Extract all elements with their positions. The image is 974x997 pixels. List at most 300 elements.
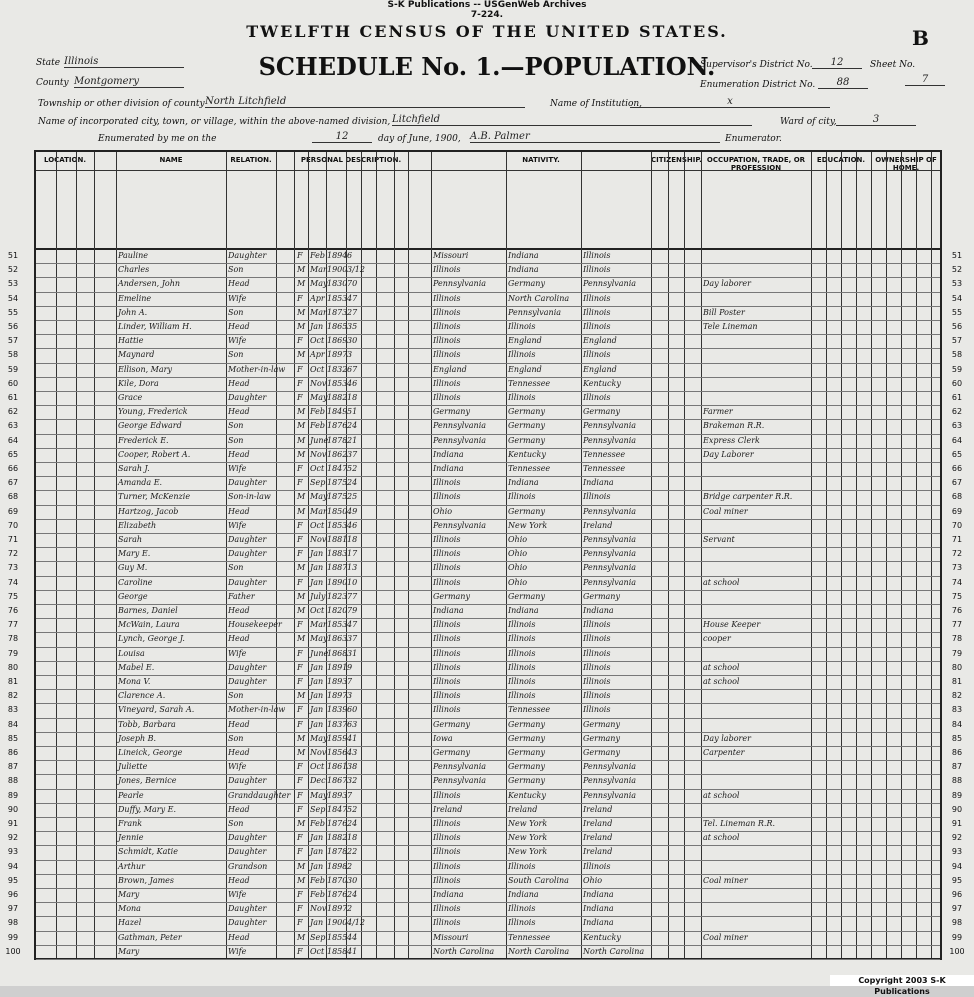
row-number-right: 71	[951, 535, 963, 544]
row-divider	[36, 348, 940, 349]
row-number-right: 90	[951, 804, 963, 814]
birth-month-cell: Oct	[310, 336, 325, 346]
name-cell: Linder, William H.	[118, 322, 192, 331]
birthplace-cell: Ireland	[433, 804, 463, 814]
ward-value: 3	[836, 114, 916, 126]
sex-cell: F	[297, 620, 303, 630]
father-birthplace-cell: New York	[508, 847, 548, 857]
census-title: TWELFTH CENSUS OF THE UNITED STATES.	[246, 22, 728, 41]
sex-cell: M	[297, 506, 306, 516]
row-divider	[36, 434, 940, 435]
row-divider	[36, 391, 940, 392]
row-number: 97	[7, 904, 19, 914]
age-cell: 30	[347, 336, 358, 346]
birth-month-cell: Jan	[310, 577, 324, 587]
mother-birthplace-cell: Ireland	[583, 520, 613, 530]
father-birthplace-cell: Germany	[508, 506, 545, 516]
birth-year-cell: 1876	[327, 421, 348, 431]
relation-cell: Grandson	[228, 861, 268, 871]
age-cell: 52	[347, 464, 358, 473]
birth-month-cell: Mar	[310, 620, 327, 630]
mother-birthplace-cell: Indiana	[583, 606, 614, 615]
birth-year-cell: 1830	[327, 279, 348, 289]
name-cell: Jennie	[118, 833, 144, 843]
sex-cell: M	[297, 819, 306, 828]
row-divider	[36, 490, 940, 491]
father-birthplace-cell: Tennessee	[508, 705, 551, 715]
birthplace-cell: Pennsylvania	[433, 421, 487, 431]
birth-year-cell: 1859	[327, 733, 348, 743]
row-divider	[36, 732, 940, 733]
father-birthplace-cell: Indiana	[508, 890, 539, 899]
city-label: Name of incorporated city, town, or village, within the above-named division,	[38, 117, 391, 127]
birth-month-cell: Nov	[310, 535, 327, 544]
row-number: 53	[7, 279, 19, 289]
birth-month-cell: Nov	[310, 748, 327, 757]
birthplace-cell: Illinois	[433, 833, 461, 843]
name-cell: Sarah J.	[118, 464, 150, 473]
enumerator-value: A.B. Palmer	[470, 131, 720, 143]
mother-birthplace-cell: Illinois	[583, 307, 611, 317]
relation-cell: Wife	[228, 946, 247, 956]
birth-year-cell: 1863	[327, 634, 348, 644]
father-birthplace-cell: Germany	[508, 279, 545, 289]
row-divider	[36, 292, 940, 293]
row-number: 69	[7, 506, 19, 516]
relation-cell: Daughter	[228, 577, 267, 587]
relation-cell: Head	[228, 449, 250, 459]
row-number-right: 63	[951, 421, 963, 431]
age-cell: 6	[347, 251, 353, 260]
name-cell: Maynard	[118, 350, 155, 360]
row-divider	[36, 604, 940, 605]
birth-year-cell: 1820	[327, 606, 348, 615]
enum-district-label: Enumeration District No.	[700, 80, 816, 90]
birth-month-cell: Jan	[310, 677, 324, 686]
father-birthplace-cell: England	[508, 336, 542, 346]
row-number-right: 93	[951, 847, 963, 857]
row-divider	[36, 263, 940, 264]
age-cell: 3/12	[347, 265, 365, 275]
age-cell: 35	[347, 322, 358, 331]
sex-cell: F	[297, 677, 303, 686]
relation-cell: Father	[228, 591, 255, 601]
birth-year-cell: 1875	[327, 478, 348, 488]
row-number: 89	[7, 790, 19, 800]
father-birthplace-cell: Kentucky	[508, 790, 546, 800]
age-cell: 22	[347, 847, 358, 857]
row-number-right: 66	[951, 464, 963, 473]
father-birthplace-cell: Ohio	[508, 535, 528, 544]
birthplace-cell: Illinois	[433, 904, 461, 914]
birth-year-cell: 1897	[327, 691, 348, 701]
row-divider	[36, 647, 940, 648]
birth-month-cell: Feb	[310, 407, 325, 417]
sex-cell: M	[297, 691, 306, 701]
relation-cell: Daughter	[228, 549, 267, 559]
mother-birthplace-cell: Kentucky	[583, 932, 621, 942]
row-number-right: 96	[951, 890, 963, 899]
mother-birthplace-cell: Illinois	[583, 393, 611, 402]
mother-birthplace-cell: Ireland	[583, 819, 613, 828]
row-number-right: 51	[951, 251, 963, 260]
birthplace-cell: North Carolina	[433, 946, 495, 956]
relation-cell: Head	[228, 407, 250, 417]
name-cell: Turner, McKenzie	[118, 492, 191, 502]
relation-cell: Wife	[228, 520, 247, 530]
occupation-cell: Day laborer	[703, 279, 751, 289]
name-cell: Vineyard, Sarah A.	[118, 705, 195, 715]
relation-cell: Son	[228, 435, 244, 445]
row-number: 78	[7, 634, 19, 644]
birthplace-cell: Illinois	[433, 336, 461, 346]
father-birthplace-cell: North Carolina	[508, 293, 570, 303]
relation-cell: Head	[228, 506, 250, 516]
age-cell: 7	[347, 790, 353, 800]
row-divider	[36, 533, 940, 534]
age-cell: 24	[347, 478, 358, 488]
row-number: 81	[7, 677, 19, 686]
row-number: 92	[7, 833, 19, 843]
mother-birthplace-cell: Ireland	[583, 847, 613, 857]
birthplace-cell: Illinois	[433, 322, 461, 331]
age-cell: 49	[347, 506, 358, 516]
father-birthplace-cell: Germany	[508, 719, 545, 729]
birthplace-cell: Germany	[433, 748, 470, 757]
father-birthplace-cell: Illinois	[508, 918, 536, 928]
mother-birthplace-cell: Ireland	[583, 804, 613, 814]
age-cell: 24	[347, 421, 358, 431]
row-number-right: 82	[951, 691, 963, 701]
age-cell: 3	[347, 691, 353, 701]
father-birthplace-cell: Illinois	[508, 861, 536, 871]
birthplace-cell: Missouri	[433, 251, 469, 260]
name-cell: Emeline	[118, 293, 152, 303]
sex-cell: F	[297, 804, 303, 814]
row-number: 59	[7, 364, 19, 374]
birthplace-cell: Illinois	[433, 535, 461, 544]
occupation-cell: Farmer	[703, 407, 733, 417]
relation-cell: Daughter	[228, 251, 267, 260]
occupation-cell: Tele Lineman	[703, 322, 758, 331]
mother-birthplace-cell: Illinois	[583, 634, 611, 644]
birthplace-cell: Illinois	[433, 691, 461, 701]
birth-year-cell: 1850	[327, 506, 348, 516]
age-cell: 41	[347, 733, 358, 743]
age-cell: 44	[347, 932, 358, 942]
sheet-value: 7	[905, 74, 945, 86]
father-birthplace-cell: Germany	[508, 733, 545, 743]
age-cell: 13	[347, 563, 358, 573]
name-cell: Young, Frederick	[118, 407, 188, 417]
birthplace-cell: Illinois	[433, 350, 461, 360]
birth-year-cell: 1847	[327, 804, 348, 814]
copyright-notice: Copyright 2003 S-K Publications	[830, 975, 974, 986]
birth-month-cell: Jan	[310, 662, 324, 672]
relation-cell: Head	[228, 634, 250, 644]
relation-cell: Housekeeper	[228, 620, 282, 630]
state-label: State	[36, 58, 61, 68]
sex-cell: M	[297, 733, 306, 743]
age-cell: 2	[347, 861, 353, 871]
age-cell: 3	[347, 350, 353, 360]
sex-cell: F	[297, 464, 303, 473]
birth-month-cell: Mar	[310, 307, 327, 317]
row-number: 91	[7, 819, 19, 828]
birthplace-cell: Illinois	[433, 662, 461, 672]
birth-month-cell: Sep	[310, 932, 326, 942]
row-number: 66	[7, 464, 19, 473]
row-number-right: 61	[951, 393, 963, 402]
row-number: 57	[7, 336, 19, 346]
sex-cell: F	[297, 577, 303, 587]
birthplace-cell: Illinois	[433, 847, 461, 857]
birth-month-cell: Jan	[310, 918, 324, 928]
sex-cell: F	[297, 946, 303, 956]
birthplace-cell: Illinois	[433, 265, 461, 275]
mother-birthplace-cell: Illinois	[583, 705, 611, 715]
row-number-right: 84	[951, 719, 963, 729]
sex-cell: F	[297, 719, 303, 729]
row-number: 58	[7, 350, 19, 360]
mother-birthplace-cell: Germany	[583, 407, 620, 417]
name-cell: Juliette	[118, 762, 148, 772]
row-number-right: 55	[951, 307, 963, 317]
row-number: 87	[7, 762, 19, 772]
name-cell: Andersen, John	[118, 279, 181, 289]
sex-cell: F	[297, 662, 303, 672]
father-birthplace-cell: Tennessee	[508, 378, 551, 388]
sex-cell: M	[297, 875, 306, 885]
age-cell: 7	[347, 677, 353, 686]
birthplace-cell: Pennsylvania	[433, 762, 487, 772]
row-divider	[36, 618, 940, 619]
sex-cell: F	[297, 293, 303, 303]
row-number: 88	[7, 776, 19, 786]
birth-year-cell: 1893	[327, 790, 348, 800]
supervisor-label: Supervisor's District No.	[700, 60, 813, 70]
relation-cell: Daughter	[228, 478, 267, 488]
name-cell: Hazel	[118, 918, 142, 928]
county-label: County	[36, 78, 69, 88]
relation-cell: Head	[228, 606, 250, 615]
row-number-right: 56	[951, 322, 963, 331]
row-number: 71	[7, 535, 19, 544]
father-birthplace-cell: Illinois	[508, 620, 536, 630]
county-value: Montgomery	[74, 76, 184, 88]
age-cell: 2	[347, 904, 353, 914]
birthplace-cell: Indiana	[433, 464, 464, 473]
sex-cell: F	[297, 535, 303, 544]
birth-month-cell: Mar	[310, 265, 327, 275]
row-divider	[36, 718, 940, 719]
father-birthplace-cell: Tennessee	[508, 932, 551, 942]
age-cell: 17	[347, 549, 358, 559]
birth-month-cell: Mar	[310, 506, 327, 516]
mother-birthplace-cell: England	[583, 336, 617, 346]
publisher-text: S-K Publications -- USGenWeb Archives	[387, 0, 587, 10]
name-cell: Kile, Dora	[118, 378, 159, 388]
row-divider	[36, 320, 940, 321]
row-divider	[36, 803, 940, 804]
birth-month-cell: Feb	[310, 251, 325, 260]
birth-month-cell: Nov	[310, 904, 327, 914]
birthplace-cell: England	[433, 364, 467, 374]
occupation-cell: Coal miner	[703, 932, 748, 942]
col-relation: RELATION.	[230, 156, 272, 164]
row-number: 96	[7, 890, 19, 899]
sex-cell: M	[297, 748, 306, 757]
relation-cell: Wife	[228, 336, 247, 346]
age-cell: 18	[347, 833, 358, 843]
father-birthplace-cell: Germany	[508, 776, 545, 786]
row-number-right: 83	[951, 705, 963, 715]
row-divider	[36, 916, 940, 917]
city-value: Litchfield	[392, 114, 752, 126]
schedule-title: SCHEDULE No. 1.—POPULATION.	[258, 52, 716, 81]
row-number: 95	[7, 875, 19, 885]
relation-cell: Wife	[228, 293, 247, 303]
birth-month-cell: Nov	[310, 378, 327, 388]
row-number: 64	[7, 435, 19, 445]
father-birthplace-cell: New York	[508, 833, 548, 843]
sex-cell: M	[297, 861, 306, 871]
day-label: day of June, 1900,	[378, 134, 461, 144]
birth-year-cell: 1876	[327, 819, 348, 828]
name-cell: Guy M.	[118, 563, 148, 573]
father-birthplace-cell: Illinois	[508, 322, 536, 331]
age-cell: 4/12	[347, 918, 365, 928]
row-divider	[36, 703, 940, 704]
occupation-cell: at school	[703, 833, 740, 843]
birthplace-cell: Illinois	[433, 577, 461, 587]
father-birthplace-cell: Indiana	[508, 265, 539, 275]
birth-month-cell: Feb	[310, 890, 325, 899]
mother-birthplace-cell: Illinois	[583, 620, 611, 630]
birth-year-cell: 1853	[327, 520, 348, 530]
birth-month-cell: Feb	[310, 875, 325, 885]
birth-year-cell: 1839	[327, 705, 348, 715]
relation-cell: Son	[228, 691, 244, 701]
birth-month-cell: Sep	[310, 804, 326, 814]
father-birthplace-cell: Ohio	[508, 563, 528, 573]
birth-month-cell: Oct	[310, 606, 325, 615]
age-cell: 52	[347, 804, 358, 814]
birth-month-cell: Apr	[310, 350, 325, 360]
birth-month-cell: May	[310, 733, 328, 743]
name-cell: Gathman, Peter	[118, 932, 182, 942]
relation-cell: Son	[228, 350, 244, 360]
name-cell: Duffy, Mary E.	[118, 804, 177, 814]
birthplace-cell: Illinois	[433, 875, 461, 885]
mother-birthplace-cell: Ohio	[583, 875, 603, 885]
relation-cell: Head	[228, 804, 250, 814]
row-divider	[36, 746, 940, 747]
ward-label: Ward of city,	[780, 117, 837, 127]
relation-cell: Head	[228, 875, 250, 885]
name-cell: Mary	[118, 946, 140, 956]
sex-cell: M	[297, 606, 306, 615]
name-cell: John A.	[118, 307, 148, 317]
father-birthplace-cell: Illinois	[508, 393, 536, 402]
birth-year-cell: 1887	[327, 563, 348, 573]
row-divider	[36, 860, 940, 861]
age-cell: 18	[347, 535, 358, 544]
sex-cell: F	[297, 520, 303, 530]
mother-birthplace-cell: Germany	[583, 591, 620, 601]
age-cell: 60	[347, 705, 358, 715]
father-birthplace-cell: Illinois	[508, 662, 536, 672]
father-birthplace-cell: Germany	[508, 762, 545, 772]
row-number-right: 88	[951, 776, 963, 786]
name-cell: Ellison, Mary	[118, 364, 172, 374]
birth-month-cell: Jan	[310, 719, 324, 729]
row-number: 62	[7, 407, 19, 417]
birth-year-cell: 1870	[327, 875, 348, 885]
birth-year-cell: 1853	[327, 378, 348, 388]
occupation-cell: Bill Poster	[703, 307, 745, 317]
row-number-right: 85	[951, 733, 963, 743]
mother-birthplace-cell: North Carolina	[583, 946, 645, 956]
relation-cell: Head	[228, 322, 250, 331]
father-birthplace-cell: North Carolina	[508, 946, 570, 956]
row-divider	[36, 561, 940, 562]
sex-cell: M	[297, 492, 306, 502]
row-number: 75	[7, 591, 19, 601]
birth-year-cell: 1873	[327, 307, 348, 317]
mother-birthplace-cell: Germany	[583, 719, 620, 729]
sex-cell: F	[297, 833, 303, 843]
birth-month-cell: May	[310, 393, 328, 402]
sex-cell: M	[297, 634, 306, 644]
birth-year-cell: 1882	[327, 393, 348, 402]
birthplace-cell: Illinois	[433, 677, 461, 686]
name-cell: George	[118, 591, 148, 601]
birth-year-cell: 1868	[327, 648, 348, 658]
birthplace-cell: Illinois	[433, 478, 461, 488]
relation-cell: Son	[228, 819, 244, 828]
row-number: 90	[7, 804, 19, 814]
name-cell: Charles	[118, 265, 150, 275]
row-number: 72	[7, 549, 19, 559]
row-number: 84	[7, 719, 19, 729]
relation-cell: Son-in-law	[228, 492, 271, 502]
name-cell: Caroline	[118, 577, 153, 587]
birth-year-cell: 1875	[327, 492, 348, 502]
name-cell: Louisa	[118, 648, 145, 658]
birth-year-cell: 1890	[327, 577, 348, 587]
row-divider	[36, 306, 940, 307]
occupation-cell: Day Laborer	[703, 449, 754, 459]
birth-month-cell: May	[310, 279, 328, 289]
population-table	[5, 150, 965, 960]
row-number: 98	[7, 918, 19, 928]
age-cell: 47	[347, 620, 358, 630]
row-divider	[36, 405, 940, 406]
birth-month-cell: Oct	[310, 464, 325, 473]
birthplace-cell: Illinois	[433, 705, 461, 715]
birthplace-cell: Pennsylvania	[433, 279, 487, 289]
mother-birthplace-cell: Pennsylvania	[583, 435, 637, 445]
row-number: 68	[7, 492, 19, 502]
birth-year-cell: 1897	[327, 350, 348, 360]
sex-cell: F	[297, 378, 303, 388]
row-divider	[36, 419, 940, 420]
row-number: 93	[7, 847, 19, 857]
name-cell: Pauline	[118, 251, 148, 260]
birth-month-cell: July	[310, 591, 326, 601]
name-cell: Mona	[118, 904, 141, 914]
